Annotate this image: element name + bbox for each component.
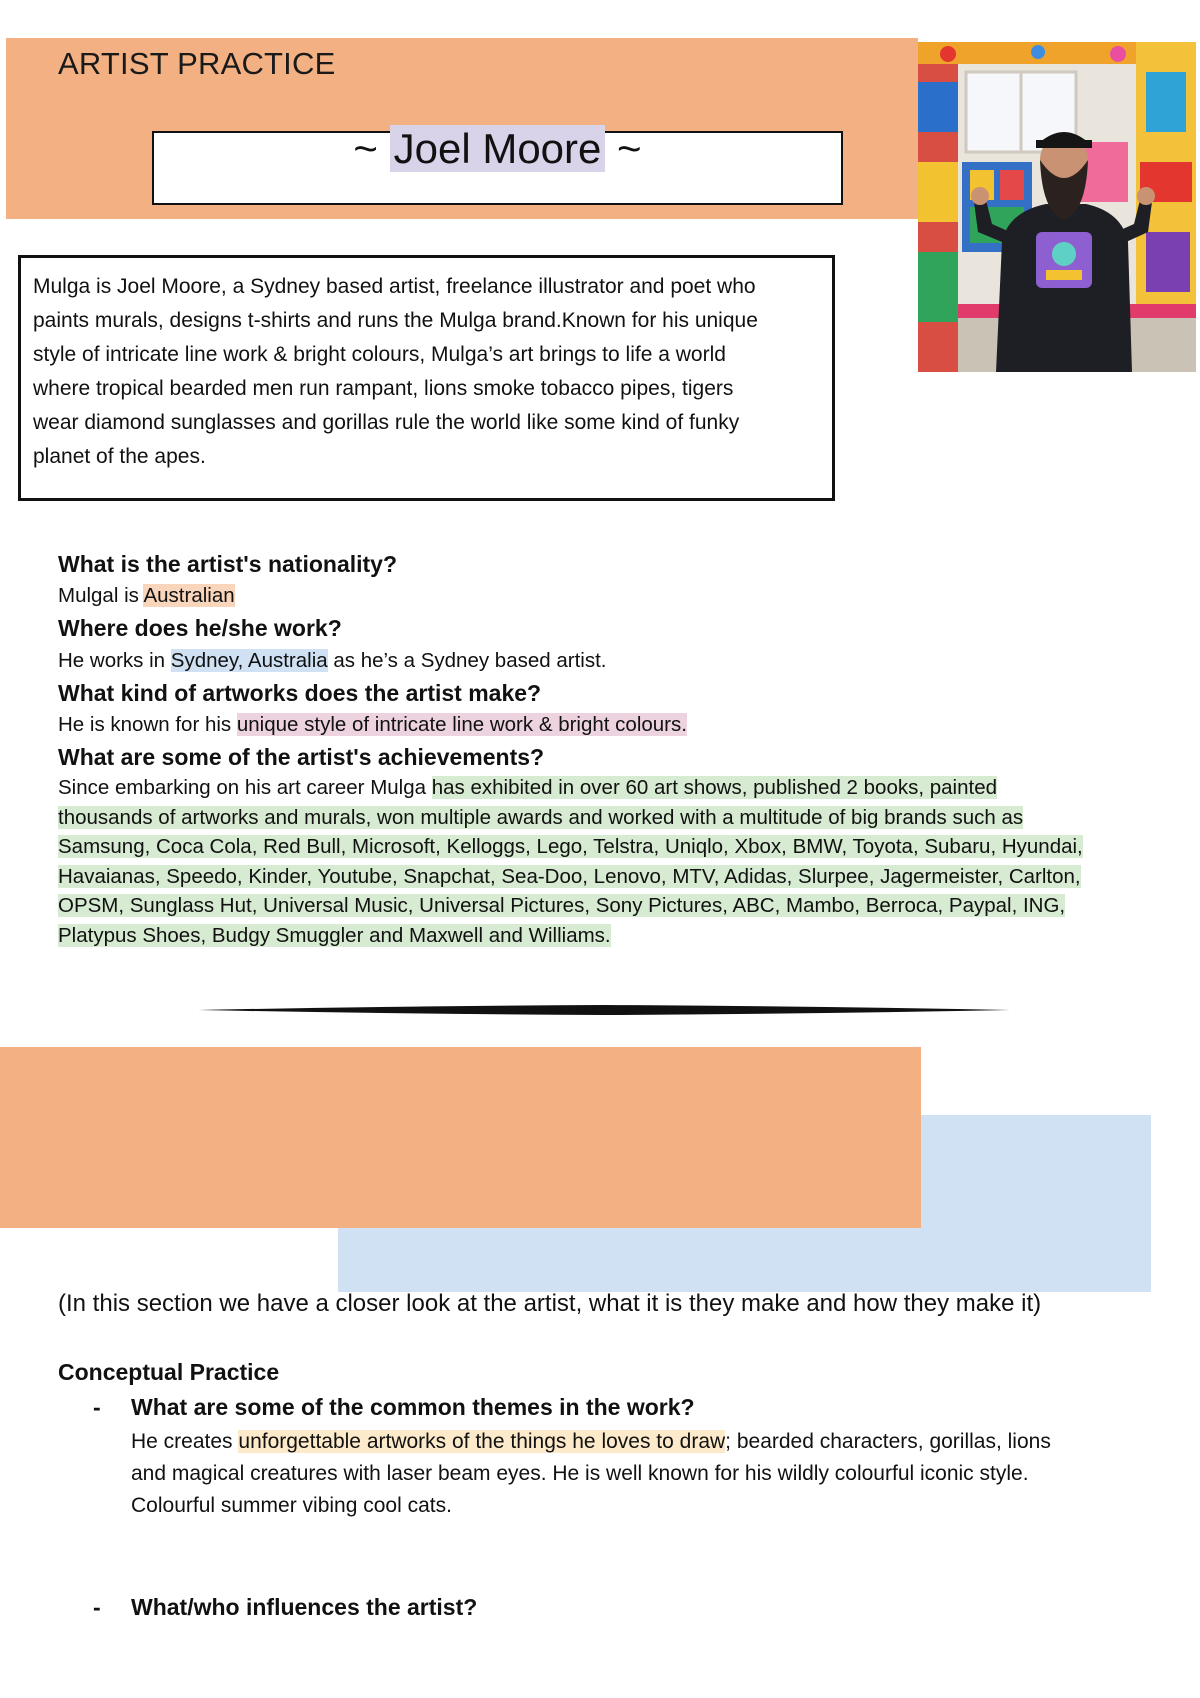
highlight-location: Sydney, Australia [170, 649, 328, 672]
answer-themes [131, 1426, 1151, 1522]
bio-line: Mulga is Joel Moore, a Sydney based artist, freelance illustrator and poet who [33, 275, 756, 298]
answer-artworks [58, 713, 1148, 737]
answer-achievements [58, 773, 1148, 950]
question-nationality: What is the artist's nationality? [58, 551, 398, 577]
themes-line: Colourful summer vibing cool cats. [131, 1494, 452, 1517]
answer-text: Mulgal is [58, 584, 144, 607]
question-achievements: What are some of the artist's achievements? [58, 744, 545, 770]
question-artworks: What kind of artworks does the artist make? [58, 680, 542, 706]
achievement-line [58, 891, 1148, 921]
achievement-line [58, 862, 1148, 892]
bio-line: where tropical bearded men run rampant, lions smoke tobacco pipes, tigers [33, 377, 734, 400]
highlight-achievements: thousands of artworks and murals, won multiple awards and worked with a multitude of big brands such as [58, 805, 1024, 829]
achievement-line [58, 832, 1148, 862]
highlight-themes: unforgettable artworks of the things he loves to draw [238, 1430, 726, 1453]
artist-name-heading [353, 125, 642, 172]
achievement-line [58, 921, 1148, 951]
section-intro: (In this section we have a closer look at the artist, what it is they make and how they make it) [58, 1290, 1042, 1317]
bio-line: style of intricate line work & bright colours, Mulga’s art brings to life a world [33, 343, 726, 366]
section-band-orange [0, 1047, 921, 1228]
answer-text: Since embarking on his art career Mulga [58, 776, 432, 799]
answer-text: He creates [131, 1430, 239, 1453]
bio-line: planet of the apes. [33, 445, 206, 468]
question-influences: What/who influences the artist? [131, 1594, 478, 1620]
section-divider [198, 1003, 1010, 1015]
highlight-achievements: Samsung, Coca Cola, Red Bull, Microsoft, Kelloggs, Lego, Telstra, Uniqlo, Xbox, BMW, Toyota, Subaru, Hyundai, [58, 835, 1083, 858]
artist-name-box [152, 125, 843, 205]
artist-photo [918, 42, 1196, 372]
highlight-achievements: has exhibited in over 60 art shows, published 2 books, painted [431, 776, 998, 799]
answer-text: He is known for his [58, 713, 237, 736]
achievement-line [58, 773, 1148, 803]
bio-paragraph [33, 270, 820, 474]
artist-name: Joel Moore [390, 125, 606, 172]
bio-line: paints murals, designs t-shirts and runs the Mulga brand.Known for his unique [33, 309, 758, 332]
question-themes: What are some of the common themes in the work? [131, 1394, 695, 1420]
bio-line: wear diamond sunglasses and gorillas rule the world like some kind of funky [33, 411, 740, 434]
bio-box [18, 255, 835, 501]
bullet-marker: - [93, 1394, 101, 1420]
highlight-achievements: OPSM, Sunglass Hut, Universal Music, Universal Pictures, Sony Pictures, ABC, Mambo, Berroca, Paypal, ING, [58, 894, 1066, 917]
highlight-achievements: Platypus Shoes, Budgy Smuggler and Maxwell and Williams. [58, 923, 611, 947]
achievement-line [58, 803, 1148, 833]
themes-line [131, 1426, 1151, 1458]
themes-line: and magical creatures with laser beam eyes. He is well known for his wildly colourful iconic style. [131, 1462, 1029, 1485]
answer-text: He works in [58, 649, 171, 672]
answer-workplace [58, 649, 1148, 673]
highlight-achievements: Havaianas, Speedo, Kinder, Youtube, Snapchat, Sea-Doo, Lenovo, MTV, Adidas, Slurpee, Jagermeister, Carlton, [58, 864, 1081, 888]
name-prefix: ~ [353, 125, 390, 172]
answer-text: as he’s a Sydney based artist. [327, 649, 607, 672]
highlight-nationality: Australian [143, 584, 235, 607]
question-workplace: Where does he/she work? [58, 615, 342, 641]
bullet-marker: - [93, 1594, 101, 1620]
answer-nationality [58, 584, 1148, 608]
answer-text: ; bearded characters, gorillas, lions [725, 1430, 1051, 1453]
highlight-style: unique style of intricate line work & bright colours. [236, 713, 687, 736]
conceptual-practice-heading: Conceptual Practice [58, 1359, 280, 1385]
name-suffix: ~ [605, 125, 642, 172]
document-label: ARTIST PRACTICE [58, 46, 336, 81]
